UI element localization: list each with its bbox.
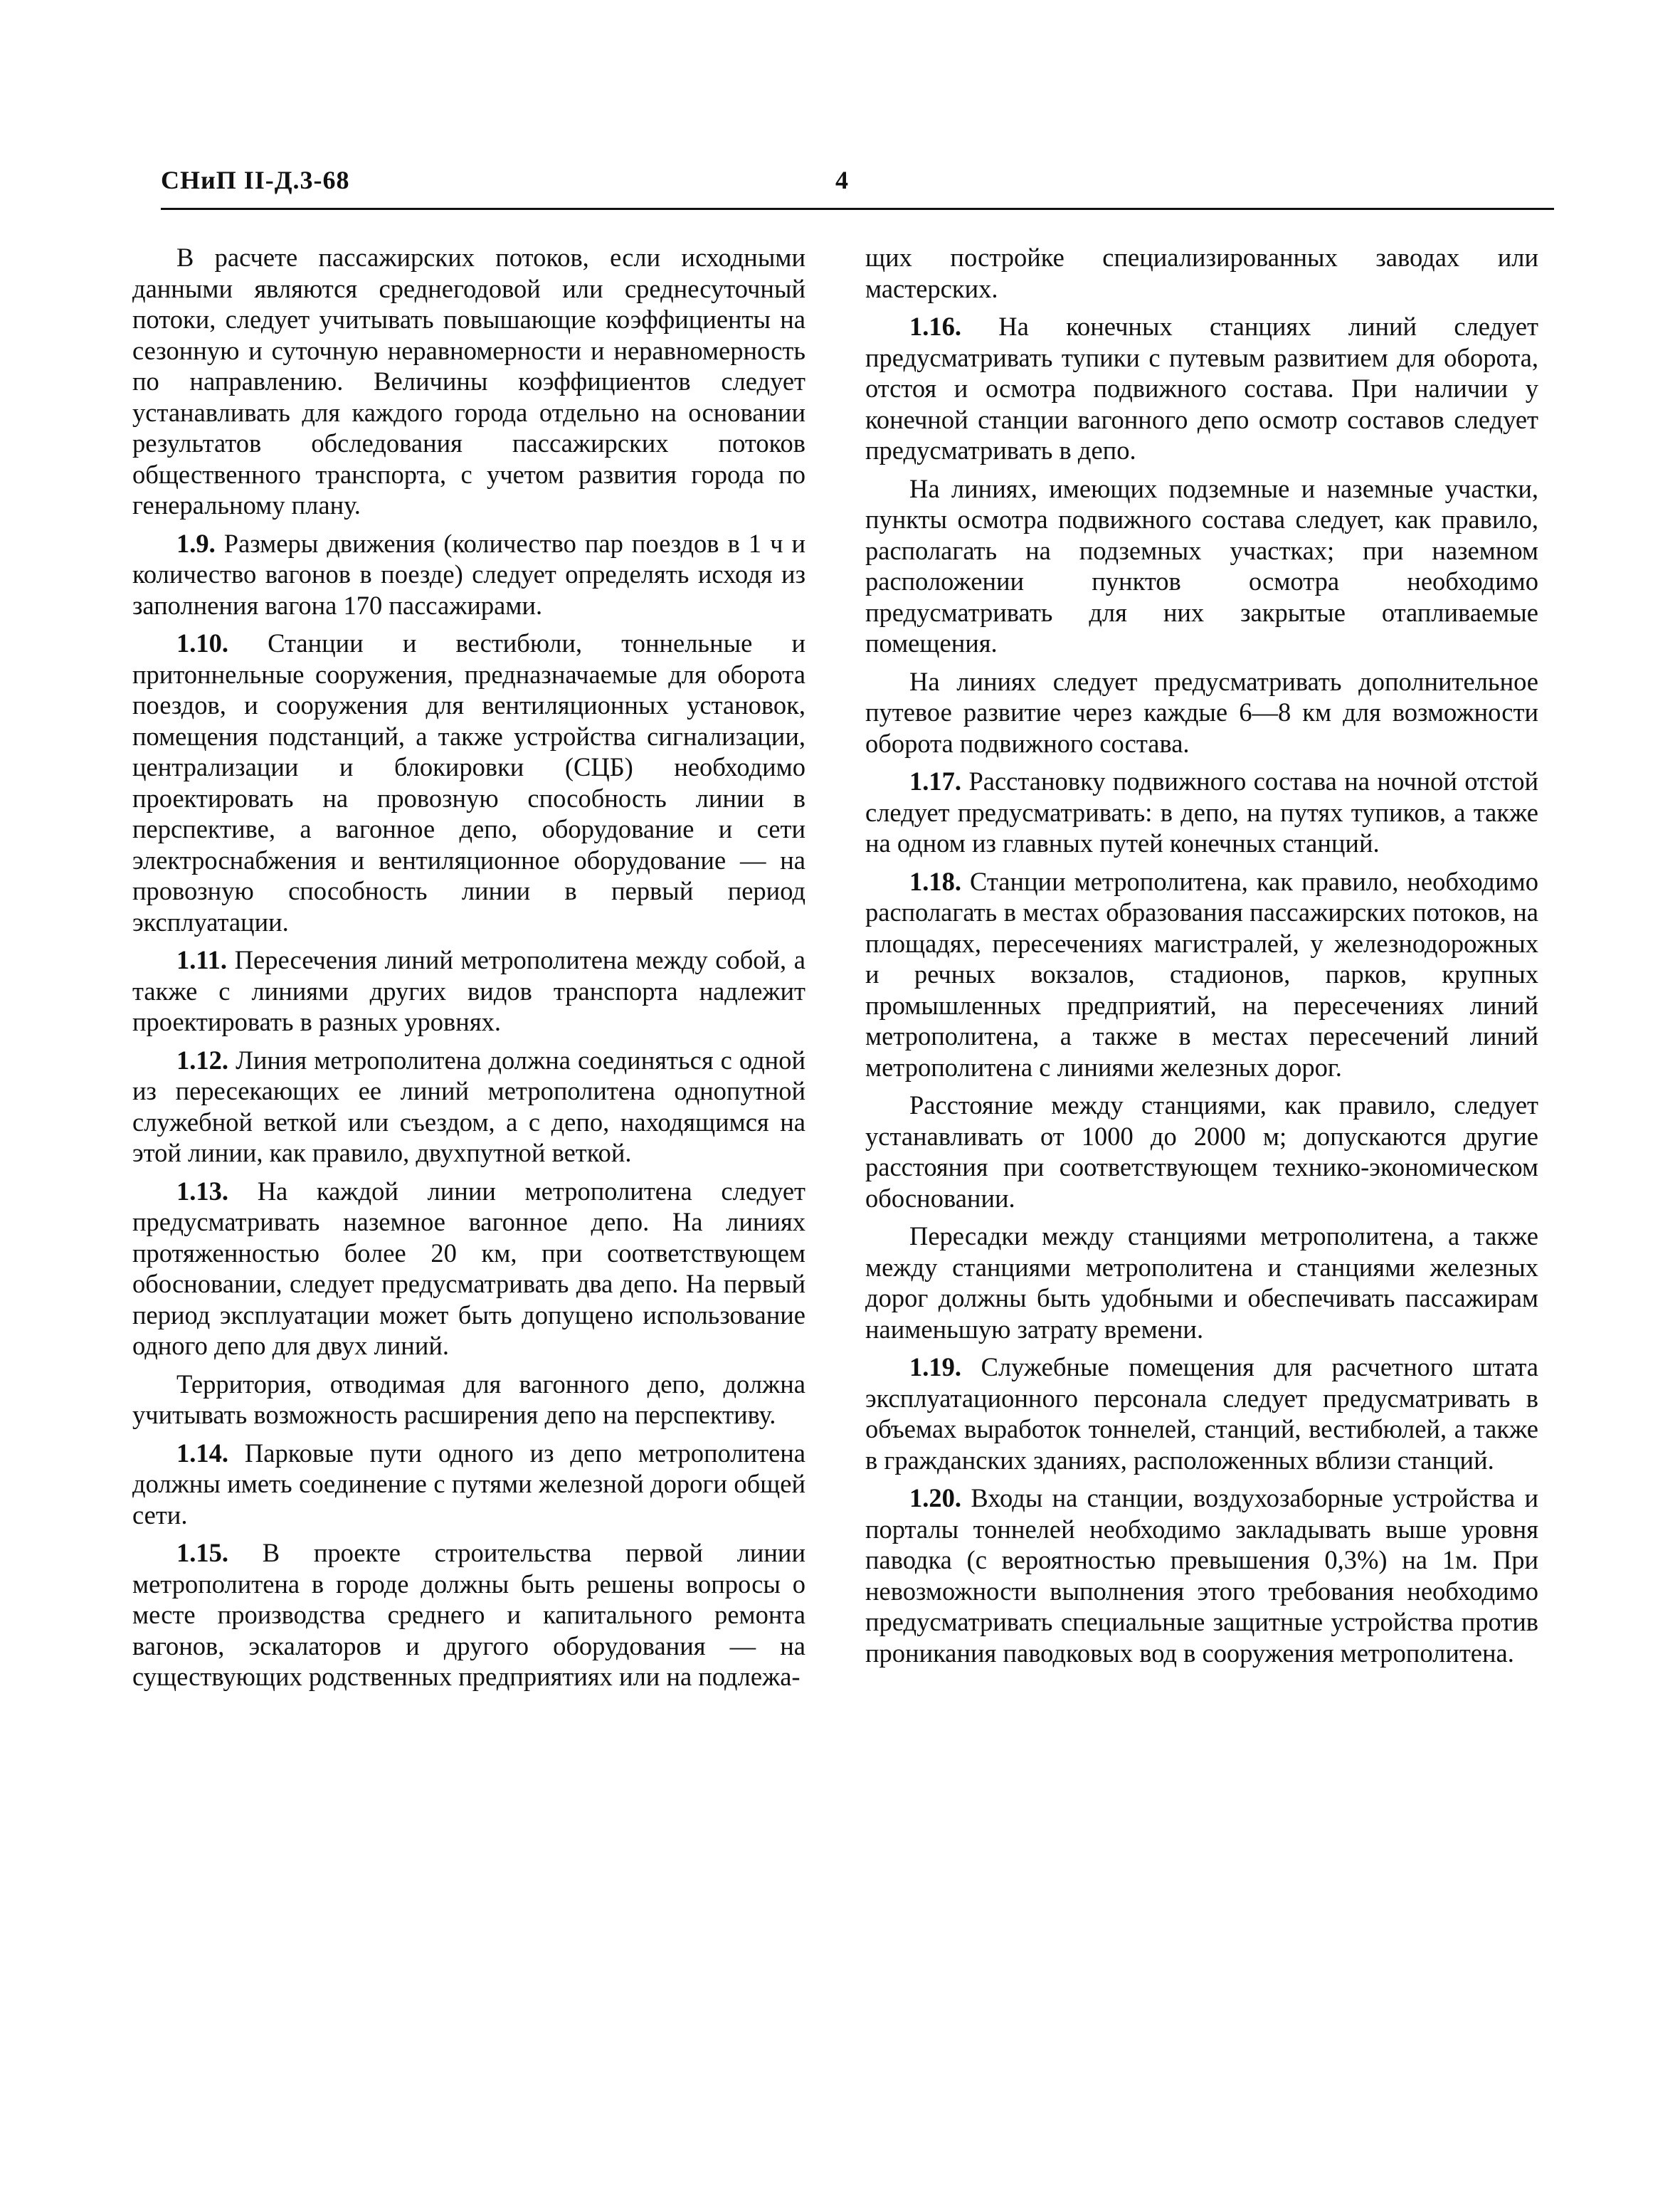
paragraph-text: Пересадки между станциями метрополитена, а также между станциями метрополитена и станциями железных дорог должны быть удобными и обеспечивать пассажирам наименьшую затрату времени.: [865, 1221, 1538, 1344]
paragraph-text: На линиях следует предусматривать дополнительное путевое развитие через каждые 6—8 км для возможности оборота подвижного состава.: [865, 666, 1538, 758]
paragraph: [865, 311, 1538, 466]
paragraph: [132, 1438, 805, 1531]
paragraph: [132, 242, 805, 521]
paragraph-text: Входы на станции, воздухозаборные устройства и порталы тоннелей необходимо закладывать выше уровня паводка (с вероятностью превышения 0,3%) на 1м. При невозможности выполнения этого требования необходимо предусматривать специальные защитные устройства против проникания паводковых вод в сооружения метрополитена.: [865, 1483, 1539, 1668]
paragraph-text: Территория, отводимая для вагонного депо, должна учитывать возможность расширения депо на перспективу.: [132, 1369, 805, 1429]
paragraph-text: На линиях, имеющих подземные и наземные участки, пункты осмотра подвижного состава следует, как правило, располагать на подземных участках; при наземном расположении пунктов осмотра необходимо предусматривать для них закрытые отапливаемые помещения.: [865, 473, 1538, 658]
paragraph-text: Размеры движения (количество пар поездов в 1 ч и количество вагонов в поезде) следует определять исходя из заполнения вагона 170 пассажирами.: [132, 528, 806, 620]
paragraph-text: На каждой линии метрополитена следует предусматривать наземное вагонное депо. На линиях протяженностью более 20 км, при соответствующем обосновании, следует предусматривать два депо. На первый период эксплуатации может быть допущено использование одного депо для двух линий.: [132, 1176, 806, 1360]
paragraph: [865, 666, 1538, 759]
paragraph: [865, 866, 1538, 1083]
clause-number: 1.19.: [909, 1352, 961, 1381]
paragraph-text: Служебные помещения для расчетного штата эксплуатационного персонала следует предусматривать в объемах выработок тоннелей, станций, вестибюлей, а также в гражданских зданиях, расположенных вблизи станций.: [865, 1352, 1539, 1475]
left-column: [132, 242, 805, 1700]
paragraph: [132, 528, 805, 621]
paragraph: [865, 766, 1538, 859]
paragraph-text: На конечных станциях линий следует предусматривать тупики с путевым развитием для оборота, отстоя и осмотра подвижного состава. При наличии у конечной станции вагонного депо осмотр составов следует предусматривать в депо.: [865, 312, 1538, 465]
right-column: [865, 242, 1538, 1675]
paragraph-text: щих постройке специализированных заводах или мастерских.: [865, 243, 1538, 303]
clause-number: 1.13.: [176, 1176, 228, 1206]
clause-number: 1.17.: [909, 767, 961, 796]
paragraph: [132, 628, 805, 937]
paragraph-text: Пересечения линий метрополитена между собой, а также с линиями других видов транспорта надлежит проектировать в разных уровнях.: [132, 945, 806, 1036]
paragraph: [132, 1537, 805, 1692]
page-header: [161, 165, 1554, 210]
clause-number: 1.15.: [176, 1538, 228, 1567]
paragraph-text: Станции метрополитена, как правило, необходимо располагать в местах образования пассажирских потоков, на площадях, пересечениях магистралей, у железнодорожных и речных вокзалов, стадионов, парков, крупных промышленных предприятий, на пересечениях линий метрополитена, а также в местах пересечений линий метрополитена с линиями железных дорог.: [865, 866, 1539, 1082]
paragraph-continuation: [865, 242, 1538, 304]
paragraph: [132, 944, 805, 1038]
clause-number: 1.10.: [176, 628, 228, 658]
page-number: 4: [835, 166, 848, 194]
paragraph-text: В расчете пассажирских потоков, если исходными данными являются среднегодовой или среднесуточный потоки, следует учитывать повышающие коэффициенты на сезонную и суточную неравномерности и неравномерность по направлению. Величины коэффициентов следует устанавливать для каждого города отдельно на основании результатов обследования пассажирских потоков общественного транспорта, с учетом развития города по генеральному плану.: [132, 243, 805, 520]
paragraph: [865, 473, 1538, 659]
paragraph: [132, 1045, 805, 1169]
paragraph-text: Станции и вестибюли, тоннельные и притоннельные сооружения, предназначаемые для оборота поездов, и сооружения для вентиляционных установок, помещения подстанций, а также устройства сигнализации, централизации и блокировки (СЦБ) необходимо проектировать на провозную способность линии в перспективе, а вагонное депо, оборудование и сети электроснабжения и вентиляционное оборудование — на провозную способность линии в первый период эксплуатации.: [132, 628, 805, 937]
paragraph: [132, 1369, 805, 1431]
clause-number: 1.16.: [909, 312, 961, 341]
clause-number: 1.20.: [909, 1483, 961, 1512]
paragraph: [865, 1090, 1538, 1213]
paragraph: [865, 1221, 1538, 1344]
document-code: СНиП II-Д.3-68: [161, 166, 350, 194]
clause-number: 1.12.: [176, 1045, 228, 1075]
paragraph: [865, 1483, 1538, 1668]
paragraph-text: Расстояние между станциями, как правило, следует устанавливать от 1000 до 2000 м; допускаются другие расстояния при соответствующем технико-экономическом обосновании.: [865, 1090, 1538, 1213]
clause-number: 1.9.: [176, 528, 216, 558]
paragraph: [132, 1176, 805, 1362]
paragraph: [865, 1352, 1538, 1475]
paragraph-text: В проекте строительства первой линии метрополитена в городе должны быть решены вопросы о месте производства среднего и капитального ремонта вагонов, эскалаторов и другого оборудования — на существующих родственных предприятиях или на подлежа-: [132, 1538, 805, 1691]
clause-number: 1.14.: [176, 1438, 228, 1468]
paragraph-text: Линия метрополитена должна соединяться с одной из пересекающих ее линий метрополитена однопутной служебной веткой или съездом, а с депо, находящимся на этой линии, как правило, двухпутной веткой.: [132, 1045, 806, 1167]
paragraph-text: Парковые пути одного из депо метрополитена должны иметь соединение с путями железной дороги общей сети.: [132, 1438, 805, 1530]
clause-number: 1.11.: [176, 945, 227, 974]
clause-number: 1.18.: [909, 866, 961, 896]
paragraph-text: Расстановку подвижного состава на ночной отстой следует предусматривать: в депо, на путях тупиков, а также на одном из главных путей конечных станций.: [865, 767, 1539, 858]
